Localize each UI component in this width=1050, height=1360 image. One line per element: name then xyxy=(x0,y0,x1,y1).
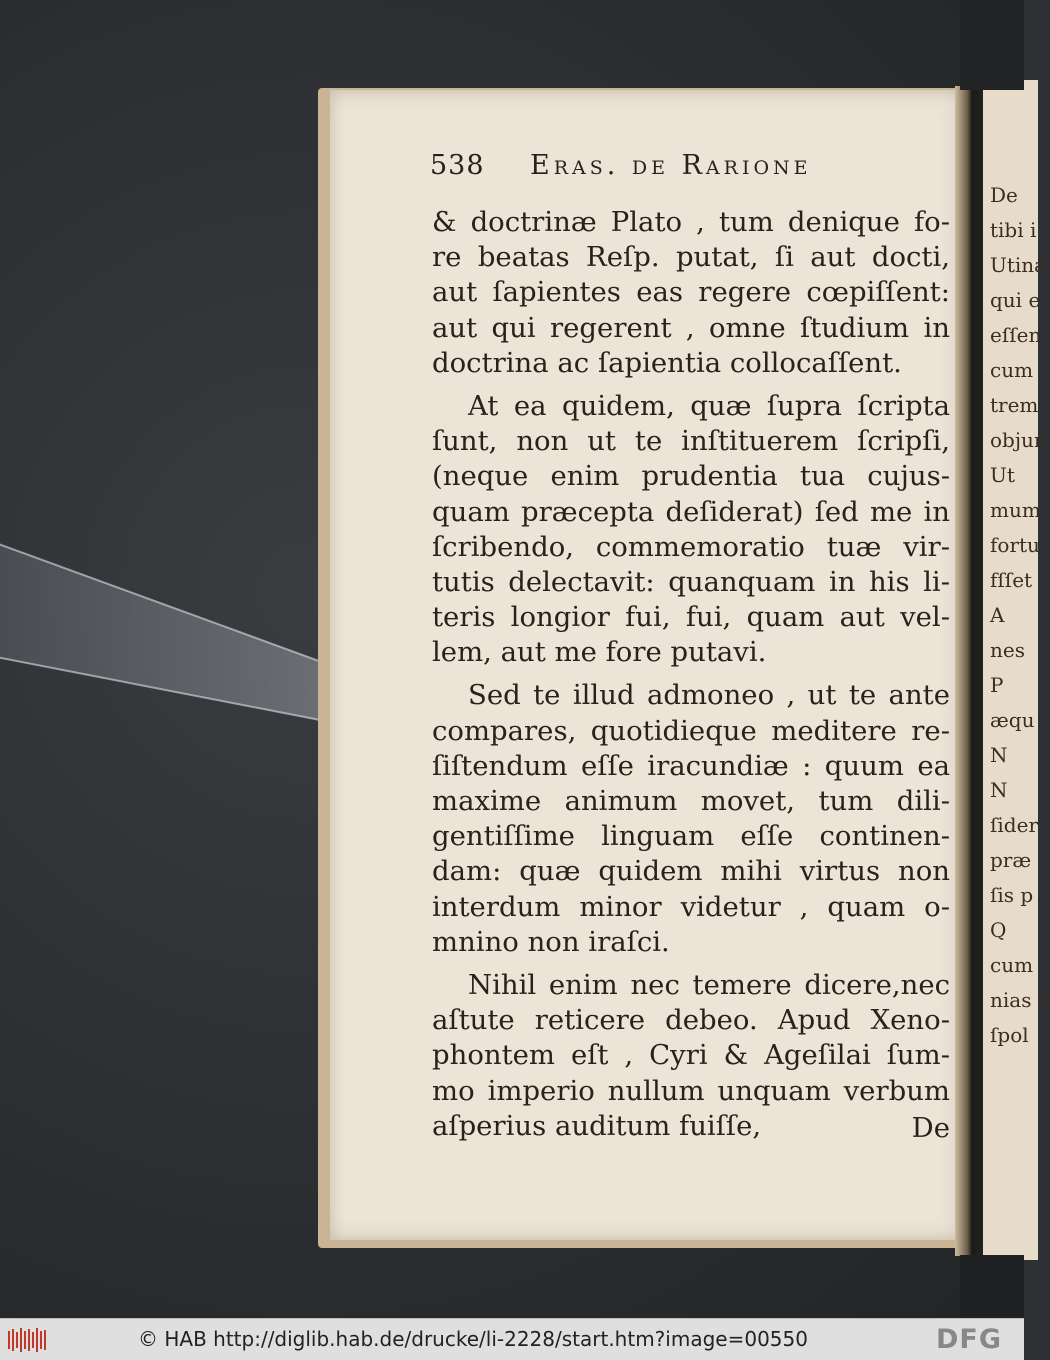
text-line: aſperius auditum fuiſſe, xyxy=(432,1109,762,1142)
text-line: ſiſtendum eſſe iracundiæ : quum ea xyxy=(432,749,950,782)
facing-page-fragment: Utina xyxy=(990,253,1047,277)
facing-page-fragment: A xyxy=(990,603,1005,627)
facing-page-fragment: æqu xyxy=(990,708,1035,732)
facing-page-fragment: qui e xyxy=(990,288,1041,312)
text-line: lem, aut me fore putavi. xyxy=(432,636,767,669)
facing-page-fragment: nias a xyxy=(990,988,1050,1012)
running-title: Eras. de Rarione xyxy=(530,150,812,181)
text-line: & doctrinæ Plato , tum denique fo- xyxy=(432,206,950,238)
facing-page-fragment: ſis p xyxy=(990,883,1034,907)
facing-page-fragment: fortu xyxy=(990,533,1040,557)
catchword: De xyxy=(911,1111,950,1144)
facing-page-fragment: N xyxy=(990,778,1008,802)
text-line: ſunt, non ut te inſtituerem ſcripſi, xyxy=(432,425,950,458)
text-line: ſcribendo, commemoratio tuæ vir- xyxy=(432,530,950,563)
facing-page-fragment: cum xyxy=(990,953,1034,977)
text-line: re beatas Reſp. putat, ſi aut docti, xyxy=(432,241,950,274)
footer-bar xyxy=(0,1318,1024,1360)
dfg-logo[interactable]: DFG xyxy=(936,1324,1003,1355)
book-gutter xyxy=(955,86,983,1256)
text-line: tutis delectavit: quanquam in his li- xyxy=(432,565,950,598)
facing-page-fragment: mum xyxy=(990,498,1041,522)
text-line: aut qui regerent , omne ſtudium in xyxy=(432,311,950,344)
facing-page-fragment: ſider xyxy=(990,813,1038,837)
text-line: aſtute reticere debeo. Apud Xeno- xyxy=(432,1004,950,1037)
text-line: maxime animum movet, tum dili- xyxy=(432,785,950,817)
facing-page-fragment: fſſet xyxy=(990,568,1033,592)
text-line: (neque enim prudentia tua cujus- xyxy=(432,460,950,493)
facing-page-fragment: Q xyxy=(990,918,1007,942)
facing-page-text xyxy=(990,178,1050,1053)
facing-page-fragment: præ xyxy=(990,848,1032,872)
facing-page-fragment: ſpol xyxy=(990,1023,1029,1047)
text-line: mnino non iraſci. xyxy=(432,925,670,958)
text-line: doctrina ac ſapientia collocaſſent. xyxy=(432,346,902,379)
text-line: Sed te illud admoneo , ut te ante xyxy=(468,679,950,712)
text-line: Nihil enim nec temere dicere,nec xyxy=(468,968,950,1001)
facing-page-fragment: P xyxy=(990,673,1004,697)
text-line: At ea quidem, quæ ſupra ſcripta xyxy=(468,389,950,422)
facing-page-fragment: N xyxy=(990,743,1008,767)
text-line: phontem eſt , Cyri & Ageſilai ſum- xyxy=(432,1039,950,1072)
page-number: 538 xyxy=(430,150,485,181)
facing-page-fragment: De xyxy=(990,183,1018,207)
facing-page-fragment: objur xyxy=(990,428,1044,452)
hab-logo-icon[interactable] xyxy=(6,1327,48,1353)
text-line: aut ſapientes eas regere cœpiſſent: xyxy=(432,276,950,309)
glass-weight-image xyxy=(0,530,360,730)
text-line: mo imperio nullum unquam verbum xyxy=(432,1074,950,1107)
page-text xyxy=(432,205,950,1144)
facing-page-fragment: nes xyxy=(990,638,1025,662)
text-line: teris longior fui, fui, quam aut vel- xyxy=(432,601,950,634)
text-line: gentiſſime linguam eſſe continen- xyxy=(432,820,950,853)
text-line: dam: quæ quidem mihi virtus non xyxy=(432,855,950,888)
facing-page-fragment: Ut xyxy=(990,463,1015,487)
facing-page-fragment: eſſen xyxy=(990,323,1042,347)
facing-page-fragment: trem xyxy=(990,393,1039,417)
text-line: interdum minor videtur , quam o- xyxy=(432,890,950,923)
copyright-link[interactable]: © HAB http://diglib.hab.de/drucke/li-2228/start.htm?image=00550 xyxy=(138,1327,808,1351)
text-line: compares, quotidieque meditere re- xyxy=(432,714,950,747)
text-line: quam præcepta deſiderat) ſed me in xyxy=(432,495,950,528)
facing-page-fragment: tibi i xyxy=(990,218,1037,242)
facing-page-fragment: cum xyxy=(990,358,1034,382)
running-head xyxy=(430,150,870,190)
